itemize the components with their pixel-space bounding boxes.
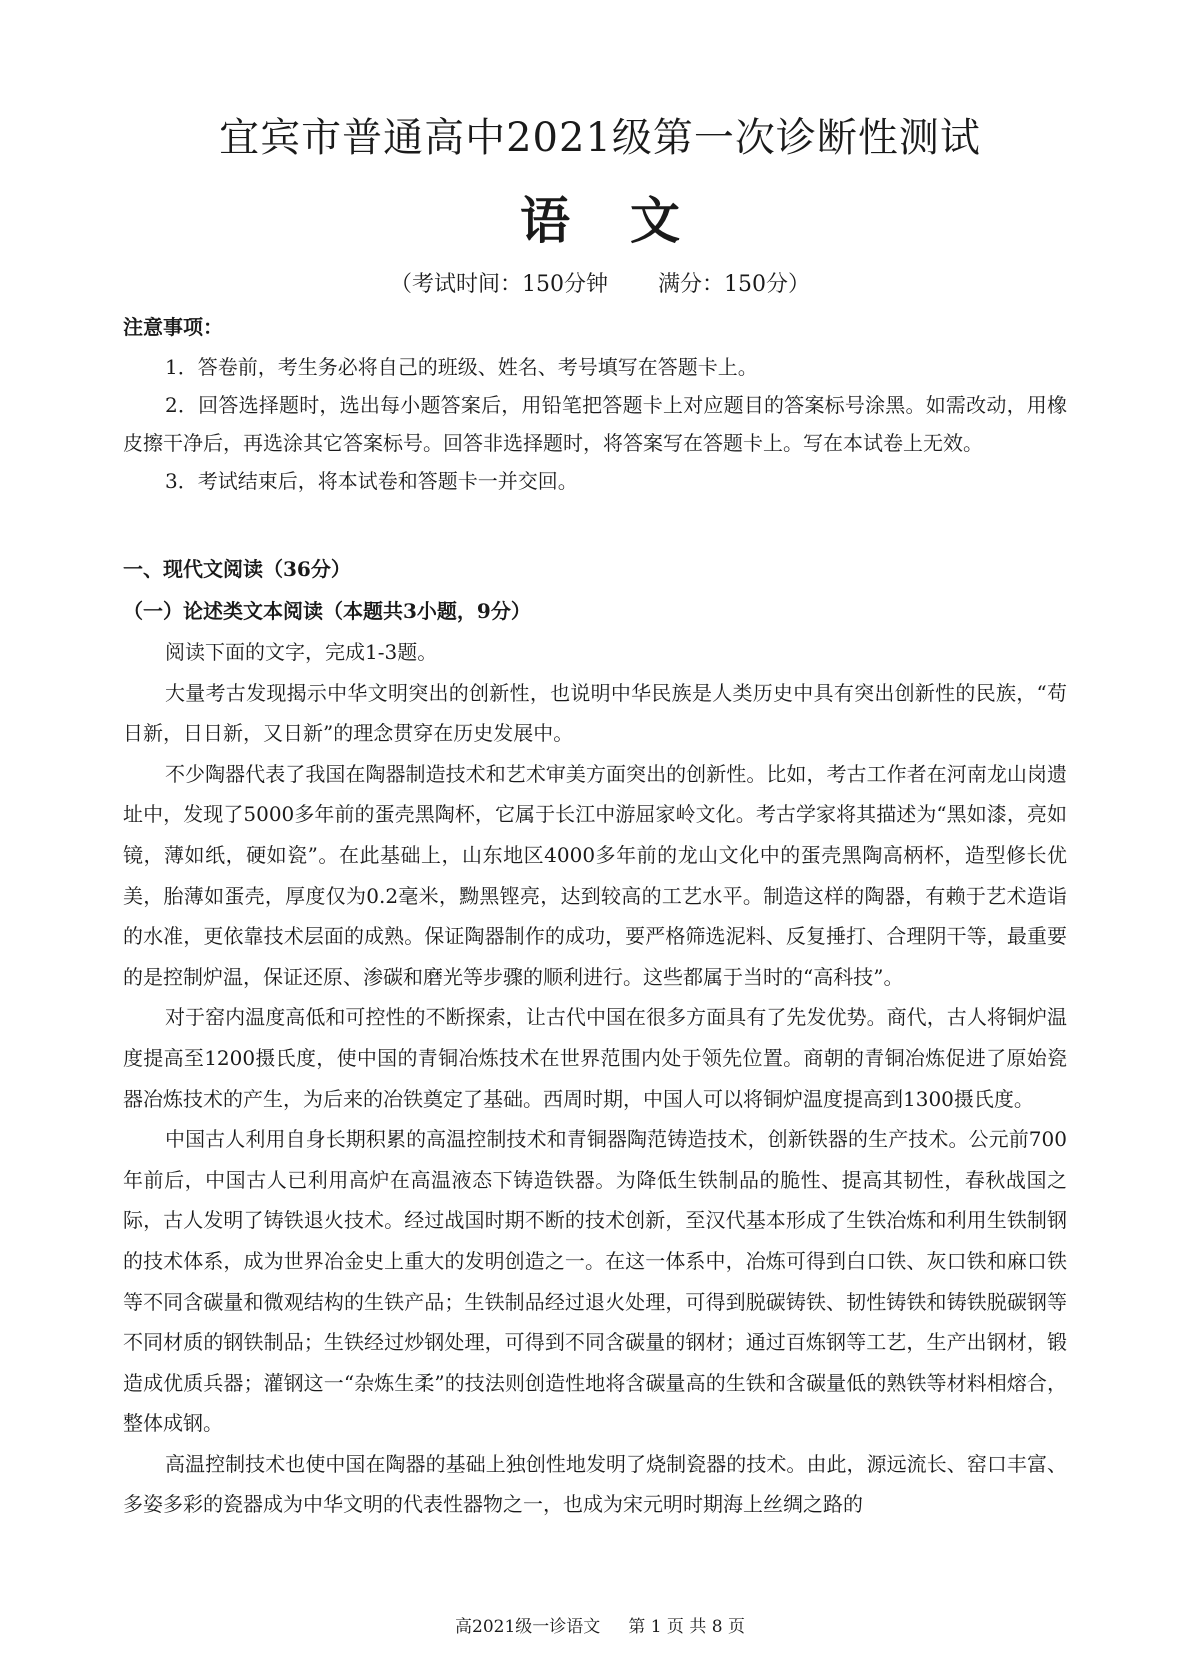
exam-title: 宜宾市普通高中2021级第一次诊断性测试 (219, 115, 981, 161)
page-footer (0, 1614, 1200, 1640)
sub-section-heading: （一）论述类文本阅读（本题共3小题，9分） (123, 599, 531, 623)
passage-paragraph: 对于窑内温度高低和可控性的不断探索，让古代中国在很多方面具有了先发优势。商代，古人将铜炉温度提高至1200摄氏度，使中国的青铜冶炼技术在世界范围内处于领先位置。商朝的青铜冶炼促进了原始瓷器冶炼技术的产生，为后来的冶铁奠定了基础。西周时期，中国人可以将铜炉温度提高到1300摄氏度。 (123, 1005, 1067, 1111)
exam-time: （考试时间：150分钟 (390, 272, 608, 297)
passage-paragraph: 高温控制技术也使中国在陶器的基础上独创性地发明了烧制瓷器的技术。由此，源远流长、窑口丰富、多姿多彩的瓷器成为中华文明的代表性器物之一，也成为宋元明时期海上丝绸之路的 (123, 1451, 1067, 1517)
passage-paragraph: 中国古人利用自身长期积累的高温控制技术和青铜器陶范铸造技术，创新铁器的生产技术。公元前700年前后，中国古人已利用高炉在高温液态下铸造铁器。为降低生铁制品的脆性、提高其韧性，春秋战国之际，古人发明了铸铁退火技术。经过战国时期不断的技术创新，至汉代基本形成了生铁冶炼和利用生铁制钢的技术体系，成为世界冶金史上重大的发明创造之一。在这一体系中，冶炼可得到白口铁、灰口铁和麻口铁等不同含碳量和微观结构的生铁产品；生铁制品经过退火处理，可得到脱碳铸铁、韧性铸铁和铸铁脱碳钢等不同材质的钢铁制品；生铁经过炒钢处理，可得到不同含碳量的钢材；通过百炼钢等工艺，生产出钢材，锻造成优质兵器；灌钢这一“杂炼生柔”的技法则创造性地将含碳量高的生铁和含碳量低的熟铁等材料相熔合，整体成钢。 (123, 1127, 1067, 1436)
notice-list (123, 348, 1067, 500)
notice-item: 1．答卷前，考生务必将自己的班级、姓名、考号填写在答题卡上。 (165, 355, 758, 379)
full-score: 满分：150分） (658, 272, 810, 297)
section-heading: 一、现代文阅读（36分） (123, 557, 351, 581)
reading-passage (123, 632, 1067, 1525)
subject-title: 语文 (520, 191, 740, 250)
exam-info (0, 268, 1200, 302)
notice-item: 2．回答选择题时，选出每小题答案后，用铅笔把答题卡上对应题目的答案标号涂黑。如需改动，用橡皮擦干净后，再选涂其它答案标号。回答非选择题时，将答案写在答题卡上。写在本试卷上无效。 (123, 393, 1067, 455)
page-number: 第 1 页 共 8 页 (628, 1617, 745, 1637)
passage-paragraph: 不少陶器代表了我国在陶器制造技术和艺术审美方面突出的创新性。比如，考古工作者在河南龙山岗遗址中，发现了5000多年前的蛋壳黑陶杯，它属于长江中游屈家岭文化。考古学家将其描述为“黑如漆，亮如镜，薄如纸，硬如瓷”。在此基础上，山东地区4000多年前的龙山文化中的蛋壳黑陶高柄杯，造型修长优美，胎薄如蛋壳，厚度仅为0.2毫米，黝黑铿亮，达到较高的工艺水平。制造这样的陶器，有赖于艺术造诣的水准，更依靠技术层面的成熟。保证陶器制作的成功，要严格筛选泥料、反复捶打、合理阴干等，最重要的是控制炉温，保证还原、渗碳和磨光等步骤的顺利进行。这些都属于当时的“高科技”。 (123, 761, 1067, 989)
passage-paragraph: 大量考古发现揭示中华文明突出的创新性，也说明中华民族是人类历史中具有突出创新性的民族，“苟日新，日日新，又日新”的理念贯穿在历史发展中。 (123, 680, 1067, 746)
instruction-text: 阅读下面的文字，完成1-3题。 (165, 640, 438, 664)
notice-heading: 注意事项： (123, 315, 223, 339)
notice-item: 3．考试结束后，将本试卷和答题卡一并交回。 (165, 469, 578, 493)
footer-exam-name: 高2021级一诊语文 (455, 1617, 601, 1637)
